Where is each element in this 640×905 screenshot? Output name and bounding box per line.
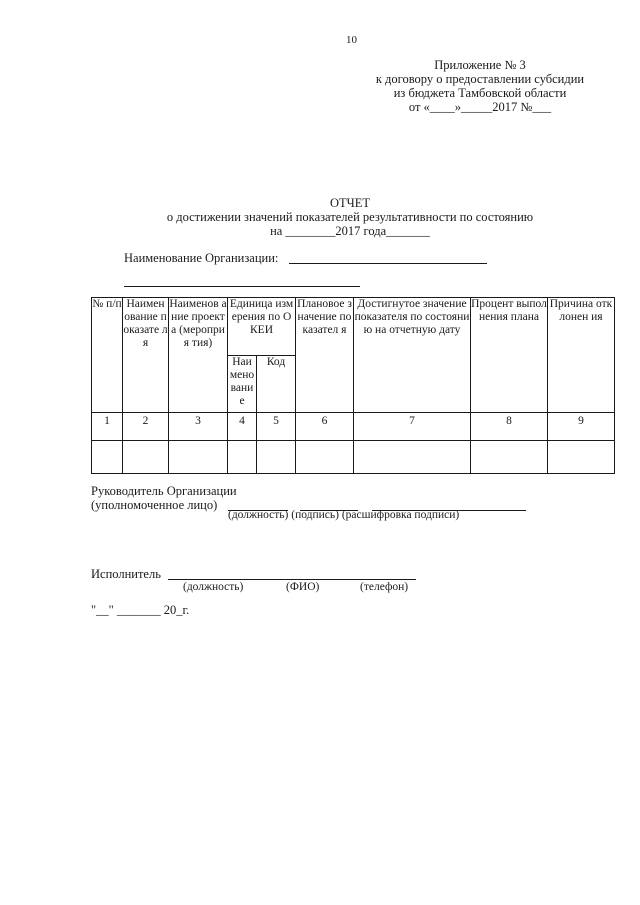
column-numbers-row <box>92 413 615 441</box>
column-number: 2 <box>123 413 169 441</box>
header-unit: Единица измерения по ОКЕИ <box>228 298 296 356</box>
table-cell[interactable] <box>123 441 169 474</box>
page-number: 10 <box>346 34 357 46</box>
column-number: 7 <box>354 413 471 441</box>
report-title: ОТЧЕТ <box>329 196 371 210</box>
table-cell[interactable] <box>257 441 296 474</box>
column-number: 9 <box>548 413 615 441</box>
column-number: 6 <box>296 413 354 441</box>
organization-label: Наименование Организации: <box>124 251 279 265</box>
executor-line <box>168 579 416 580</box>
executor-phone-caption: (телефон) <box>360 581 409 593</box>
header-percent: Процент выполнения плана <box>471 298 548 413</box>
head-label: Руководитель Организации <box>91 484 237 498</box>
organization-name-line-2 <box>124 286 360 287</box>
executor-label: Исполнитель <box>91 567 161 581</box>
header-indicator: Наимен ование показате ля <box>123 298 169 413</box>
appendix-contract: к договору о предоставлении субсидии <box>375 72 585 86</box>
report-date-line: на ________2017 года_______ <box>270 224 430 238</box>
organization-name-line <box>289 263 487 264</box>
executor-name-caption: (ФИО) <box>286 581 320 593</box>
report-title-block <box>100 196 600 238</box>
head-captions: (должность) (подпись) (расшифровка подписи) <box>228 509 460 521</box>
executor-position-caption: (должность) <box>183 581 244 593</box>
table-cell[interactable] <box>169 441 228 474</box>
header-unit-name: Наи мено вани е <box>228 356 257 413</box>
header-project: Наименов ание проекта (мероприя тия) <box>169 298 228 413</box>
table-cell[interactable] <box>296 441 354 474</box>
table-cell[interactable] <box>228 441 257 474</box>
column-number: 8 <box>471 413 548 441</box>
date-line: "__" _______ 20_г. <box>91 603 190 617</box>
column-number: 1 <box>92 413 123 441</box>
appendix-budget: из бюджета Тамбовской области <box>393 86 567 100</box>
table-cell[interactable] <box>92 441 123 474</box>
report-subtitle: о достижении значений показателей результативности по состоянию <box>166 210 534 224</box>
appendix-block <box>330 58 630 114</box>
report-table <box>91 297 615 474</box>
column-number: 4 <box>228 413 257 441</box>
head-sublabel: (уполномоченное лицо) <box>91 498 218 512</box>
table-cell[interactable] <box>471 441 548 474</box>
appendix-title: Приложение № 3 <box>434 58 526 72</box>
header-planned: Плановое значение показател я <box>296 298 354 413</box>
table-data-row <box>92 441 615 474</box>
table-cell[interactable] <box>548 441 615 474</box>
header-num: № п/п <box>92 298 123 413</box>
header-reason: Причина отклонен ия <box>548 298 615 413</box>
column-number: 5 <box>257 413 296 441</box>
header-achieved: Достигнутое значение показателя по состоянию на отчетную дату <box>354 298 471 413</box>
appendix-date: от «____»_____2017 №___ <box>408 100 552 114</box>
header-unit-code: Код <box>257 356 296 413</box>
column-number: 3 <box>169 413 228 441</box>
table-cell[interactable] <box>354 441 471 474</box>
